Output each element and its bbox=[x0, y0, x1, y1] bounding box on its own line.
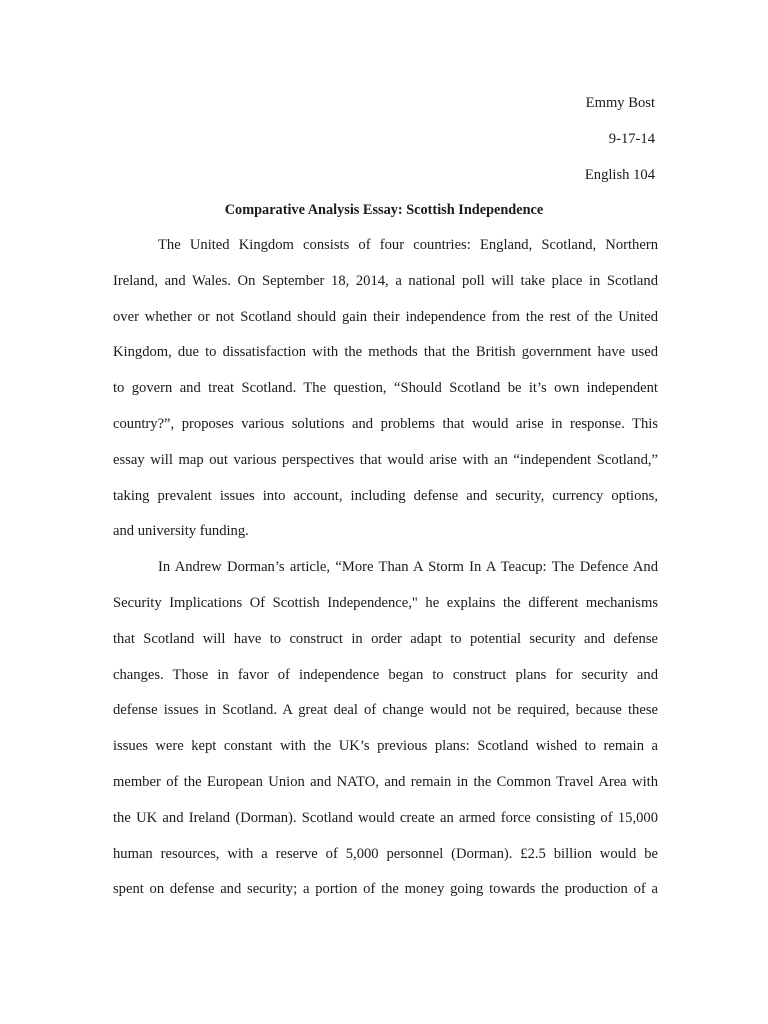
text-line: over whether or not Scotland should gain their independence from the rest of the United bbox=[113, 308, 658, 325]
text-line: country?”, proposes various solutions and problems that would arise in response. This bbox=[113, 415, 658, 432]
text-line: The United Kingdom consists of four countries: England, Scotland, Northern bbox=[158, 237, 658, 253]
text-line: essay will map out various perspectives that would arise with an “independent Scotland,” bbox=[113, 451, 658, 468]
text-line: member of the European Union and NATO, and remain in the Common Travel Area with bbox=[113, 773, 658, 790]
text-line: taking prevalent issues into account, including defense and security, currency options, bbox=[113, 487, 658, 504]
text-line: human resources, with a reserve of 5,000 personnel (Dorman). £2.5 billion would be bbox=[113, 845, 658, 862]
text-line: spent on defense and security; a portion of the money going towards the production of a bbox=[113, 881, 658, 898]
paragraph-1 bbox=[113, 236, 658, 558]
essay-title: Comparative Analysis Essay: Scottish Independence bbox=[224, 202, 544, 218]
text-line: defense issues in Scotland. A great deal of change would not be required, because these bbox=[113, 702, 658, 719]
course-name: English 104 bbox=[584, 166, 655, 183]
text-line: In Andrew Dorman’s article, “More Than A Storm In A Teacup: The Defence And bbox=[158, 559, 658, 576]
text-line: and university funding. bbox=[113, 523, 249, 540]
document-header bbox=[585, 94, 655, 201]
text-line: to govern and treat Scotland. The question, “Should Scotland be it’s own independent bbox=[113, 380, 658, 397]
text-line: Security Implications Of Scottish Independence," he explains the different mechanisms bbox=[113, 594, 658, 611]
text-line: the UK and Ireland (Dorman). Scotland would create an armed force consisting of 15,000 bbox=[113, 809, 658, 826]
text-line: that Scotland will have to construct in order adapt to potential security and defense bbox=[113, 630, 658, 647]
essay-body bbox=[113, 236, 658, 916]
text-line: Ireland, and Wales. On September 18, 2014, a national poll will take place in Scotland bbox=[113, 272, 658, 289]
paragraph-2 bbox=[113, 558, 658, 916]
author-name: Emmy Bost bbox=[585, 95, 655, 111]
text-line: Kingdom, due to dissatisfaction with the methods that the British government have used bbox=[113, 344, 658, 361]
document-date: 9-17-14 bbox=[608, 130, 655, 147]
text-line: changes. Those in favor of independence began to construct plans for security and bbox=[113, 666, 658, 683]
text-line: issues were kept constant with the UK’s previous plans: Scotland wished to remain a bbox=[113, 738, 658, 755]
